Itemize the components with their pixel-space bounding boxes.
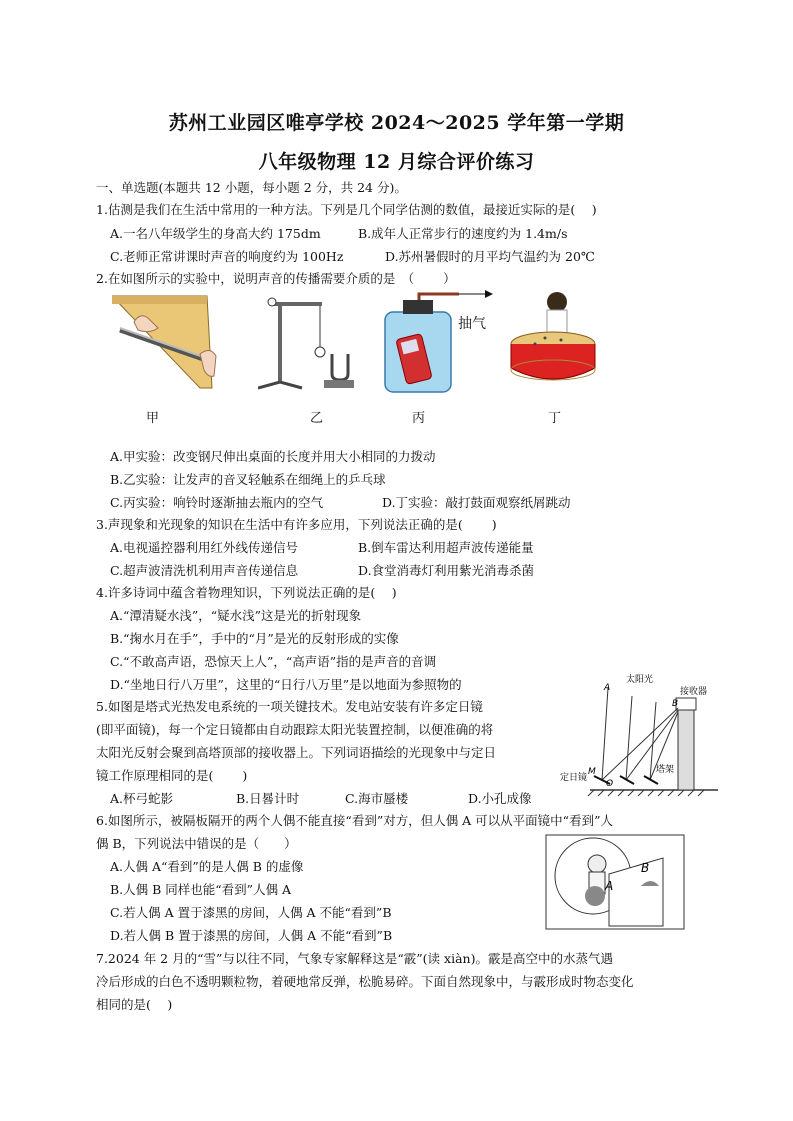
point-m-label: M bbox=[588, 767, 596, 777]
point-b-label: B bbox=[672, 699, 679, 709]
q2-option-a: A.甲实验：改变钢尺伸出桌面的长度并用大小相同的力拨动 bbox=[110, 449, 436, 464]
q4-option-d: D.“坐地日行八万里”，这里的“日行八万里”是以地面为参照物的 bbox=[110, 677, 462, 692]
q2-option-c: C.丙实验：响铃时逐渐抽去瓶内的空气 bbox=[110, 495, 324, 510]
bell-jar-figure bbox=[383, 290, 493, 396]
q5-option-b: B.日晷计时 bbox=[236, 791, 300, 806]
q2-option-b: B.乙实验：让发声的音叉轻触系在细绳上的乒乓球 bbox=[110, 472, 386, 487]
q6-line2: 偶 B，下列说法中错误的是（ ） bbox=[96, 836, 297, 851]
q6-option-a: A.人偶 A“看到”的是人偶 B 的虚像 bbox=[110, 859, 304, 874]
tuning-fork-figure bbox=[258, 292, 358, 392]
q3-option-d: D.食堂消毒灯利用紫光消毒杀菌 bbox=[358, 563, 535, 578]
fig-label-bing: 丙 bbox=[412, 411, 426, 426]
q4-option-b: B.“掬水月在手”，手中的“月”是光的反射形成的实像 bbox=[110, 631, 399, 646]
pump-label: 抽气 bbox=[458, 316, 486, 332]
ray-a-label: A bbox=[604, 683, 611, 693]
solar-tower-figure bbox=[560, 672, 720, 802]
q1-option-a: A.一名八年级学生的身高大约 175dm bbox=[110, 226, 321, 241]
fig-label-yi: 乙 bbox=[310, 411, 324, 426]
q2-option-d: D.丁实验：敲打鼓面观察纸屑跳动 bbox=[382, 495, 571, 510]
q7-line1: 7.2024 年 2 月的“雪”与以往不同，气象专家解释这是“霰”(读 xiàn)。霰是高空中的水蒸气遇 bbox=[96, 951, 613, 966]
q6-option-c: C.若人偶 A 置于漆黑的房间，人偶 A 不能“看到”B bbox=[110, 905, 392, 920]
q2-stem: 2.在如图所示的实验中，说明声音的传播需要介质的是 （ ） bbox=[96, 271, 456, 286]
fig-label-ding: 丁 bbox=[548, 411, 562, 426]
q1-option-b: B.成年人正常步行的速度约为 1.4m/s bbox=[358, 226, 568, 241]
q5-line1: 5.如图是塔式光热发电系统的一项关键技术。发电站安装有许多定日镜 bbox=[96, 699, 483, 714]
q5-option-d: D.小孔成像 bbox=[468, 791, 532, 806]
q6-option-b: B.人偶 B 同样也能“看到”人偶 A bbox=[110, 882, 292, 897]
q7-line3: 相同的是( ) bbox=[96, 997, 173, 1012]
q3-option-a: A.电视遥控器利用红外线传递信号 bbox=[110, 540, 299, 555]
section-heading: 一、单选题(本题共 12 小题，每小题 2 分，共 24 分)。 bbox=[96, 180, 407, 195]
q5-line4: 镜工作原理相同的是( ) bbox=[96, 768, 248, 783]
sunlight-label: 太阳光 bbox=[626, 675, 654, 685]
tower-label: 塔架 bbox=[656, 765, 675, 775]
receiver-label: 接收器 bbox=[680, 687, 708, 697]
mirror-puppets-figure bbox=[545, 834, 685, 930]
q3-option-c: C.超声波清洗机利用声音传递信息 bbox=[110, 563, 299, 578]
point-o-label: O bbox=[606, 779, 614, 789]
exam-subtitle: 八年级物理 12 月综合评价练习 bbox=[258, 151, 535, 173]
puppet-a-label: A bbox=[605, 879, 614, 893]
q5-line2: (即平面镜)，每一个定日镜都由自动跟踪太阳光装置控制，以便准确的将 bbox=[96, 722, 494, 737]
q5-line3: 太阳光反射会聚到高塔顶部的接收器上。下列词语描绘的光现象中与定日 bbox=[96, 745, 497, 760]
q5-option-a: A.杯弓蛇影 bbox=[110, 791, 174, 806]
q6-option-d: D.若人偶 B 置于漆黑的房间，人偶 A 不能“看到”B bbox=[110, 928, 393, 943]
q1-stem: 1.估测是我们在生活中常用的一种方法。下列是几个同学估测的数值，最接近实际的是( ) bbox=[96, 202, 597, 217]
exam-title: 苏州工业园区唯亭学校 2024～2025 学年第一学期 bbox=[168, 112, 625, 134]
q3-option-b: B.倒车雷达利用超声波传递能量 bbox=[358, 540, 534, 555]
q6-line1: 6.如图所示，被隔板隔开的两个人偶不能直接“看到”对方，但人偶 A 可以从平面镜中“看到”人 bbox=[96, 813, 613, 828]
q4-stem: 4.许多诗词中蕴含着物理知识，下列说法正确的是( ) bbox=[96, 585, 397, 600]
q3-stem: 3.声现象和光现象的知识在生活中有许多应用，下列说法正确的是( ) bbox=[96, 517, 497, 532]
q1-option-d: D.苏州暑假时的月平均气温约为 20℃ bbox=[385, 249, 595, 264]
puppet-b-label: B bbox=[641, 861, 650, 875]
heliostat-label: 定日镜 bbox=[560, 773, 588, 783]
fig-label-jia: 甲 bbox=[146, 411, 160, 426]
q4-option-a: A.“潭清疑水浅”，“疑水浅”这是光的折射现象 bbox=[110, 608, 362, 623]
q4-option-c: C.“不敢高声语，恐惊天上人”，“高声语”指的是声音的音调 bbox=[110, 654, 437, 669]
q7-line2: 冷后形成的白色不透明颗粒物，着硬地常反弹，松脆易碎。下面自然现象中，与霰形成时物态变化 bbox=[96, 974, 634, 989]
ruler-experiment-figure bbox=[112, 292, 222, 392]
q5-option-c: C.海市蜃楼 bbox=[345, 791, 409, 806]
q1-option-c: C.老师正常讲课时声音的响度约为 100Hz bbox=[110, 249, 344, 264]
drum-figure bbox=[505, 288, 610, 392]
